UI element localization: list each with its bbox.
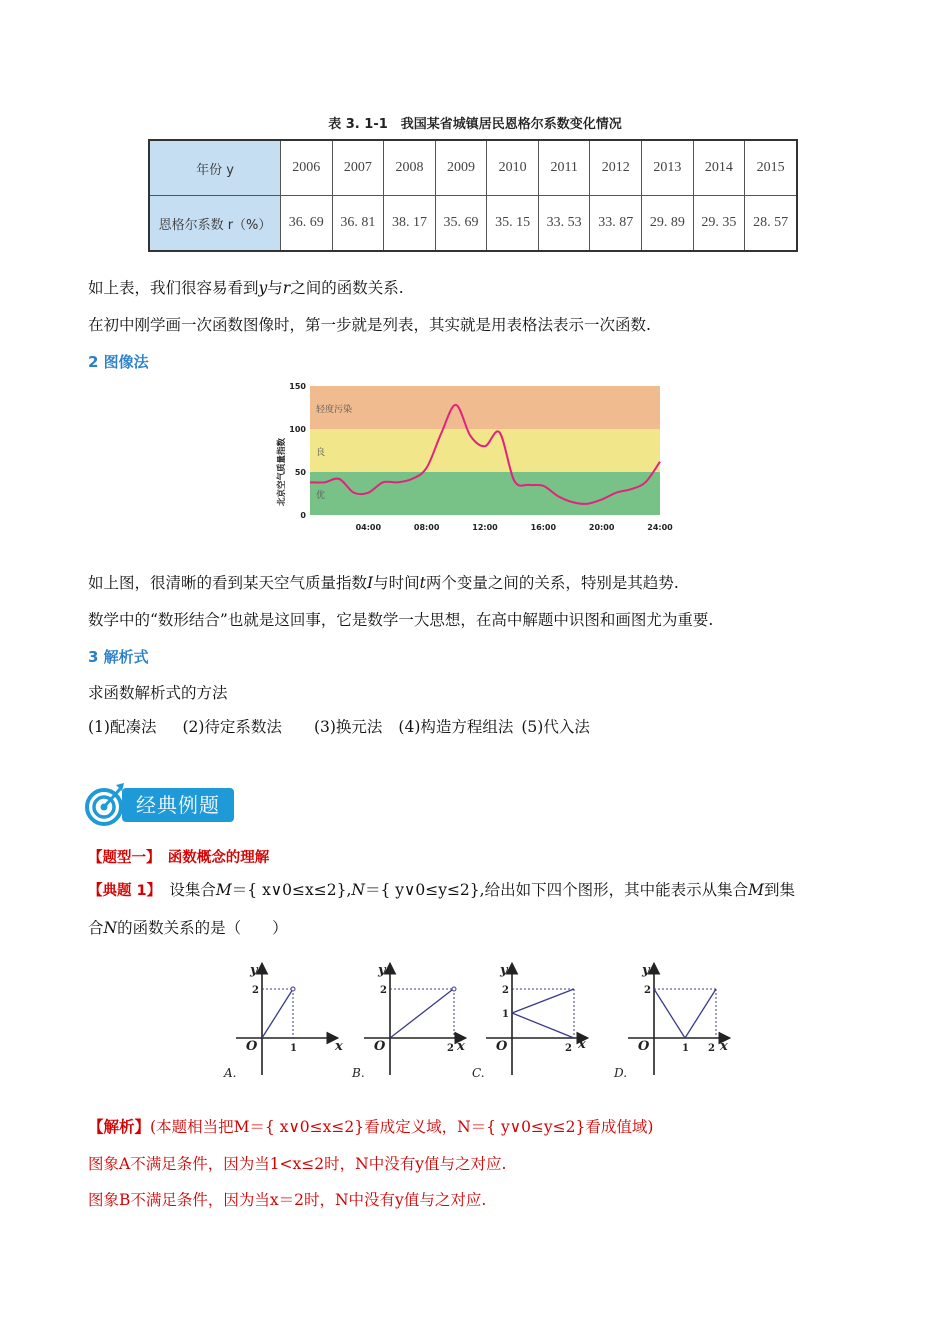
table-cell: 36. 81 <box>332 196 384 252</box>
option-b-label: B. <box>352 1066 365 1080</box>
table-cell: 38. 17 <box>384 196 436 252</box>
paragraph-shape-number: 数学中的“数形结合”也就是这回事，它是数学一大思想，在高中解题中识图和画图尤为重要. <box>88 611 714 629</box>
tick-label: 1 <box>502 1009 509 1020</box>
origin-label: O <box>374 1039 386 1054</box>
method-item: (3)换元法 <box>313 718 383 736</box>
table-cell: 35. 69 <box>435 196 487 252</box>
table-cell: 2007 <box>332 140 384 196</box>
row-header-year: 年份 y <box>149 140 281 196</box>
tick-label: 1 <box>682 1043 689 1054</box>
example-line-1: 【典题 1】 设集合M＝{ x∨0≤x≤2},N＝{ y∨0≤y≤2},给出如下四个图形，其中能表示从集合M到集 <box>88 881 795 899</box>
chart-x-tick-label: 08:00 <box>413 523 440 532</box>
axis-label-y: y <box>378 963 386 978</box>
section-banner: 经典例题 <box>122 788 234 822</box>
chart-y-tick-label: 0 <box>300 511 306 520</box>
table-cell: 2013 <box>642 140 694 196</box>
tick-label: 2 <box>380 985 387 996</box>
axis-label-y: y <box>500 963 508 978</box>
solution-line-2: 图象A不满足条件，因为当1<x≤2时，N中没有y值与之对应. <box>88 1155 507 1173</box>
example-line-2: 合N的函数关系的是（ ） <box>88 919 288 937</box>
axis-label-x: x <box>335 1039 343 1054</box>
table-cell: 2014 <box>693 140 745 196</box>
table-caption: 表 3. 1-1 我国某省城镇居民恩格尔系数变化情况 <box>328 117 622 132</box>
table-cell: 2012 <box>590 140 642 196</box>
table-cell: 2009 <box>435 140 487 196</box>
axis-label-y: y <box>642 963 650 978</box>
paragraph-linear-function: 在初中刚学画一次函数图像时，第一步就是列表，其实就是用表格法表示一次函数. <box>88 316 651 334</box>
chart-band <box>310 386 660 429</box>
method-item: (1)配凑法 <box>88 718 157 736</box>
chart-band-label: 良 <box>316 448 326 458</box>
chart-y-tick-label: 50 <box>294 468 306 477</box>
engel-table <box>148 139 798 252</box>
table-cell: 28. 57 <box>745 196 797 252</box>
chart-band-label: 轻度污染 <box>316 405 353 415</box>
tick-label: 1 <box>290 1043 297 1054</box>
solution-line-3: 图象B不满足条件，因为当x＝2时，N中没有y值与之对应. <box>88 1191 487 1209</box>
table-cell: 33. 87 <box>590 196 642 252</box>
air-quality-chart <box>270 380 680 540</box>
option-c-label: C. <box>472 1066 485 1080</box>
table-row <box>149 196 797 252</box>
table-cell: 36. 69 <box>281 196 333 252</box>
origin-label: O <box>638 1039 650 1054</box>
methods-list <box>88 716 590 738</box>
solution-line-1: 【解析】(本题相当把M＝{ x∨0≤x≤2}看成定义域，N＝{ y∨0≤y≤2}看成值域) <box>88 1118 654 1136</box>
table-cell: 35. 15 <box>487 196 539 252</box>
tick-label: 2 <box>565 1043 572 1054</box>
table-cell: 2006 <box>281 140 333 196</box>
heading-graph-method: 2 图像法 <box>88 353 149 371</box>
paragraph-table-note: 如上表，我们很容易看到y与r之间的函数关系. <box>88 279 404 297</box>
tick-label: 2 <box>252 985 259 996</box>
origin-label: O <box>246 1039 258 1054</box>
tick-label: 2 <box>644 985 651 996</box>
table-cell: 33. 53 <box>538 196 590 252</box>
table-cell: 2015 <box>745 140 797 196</box>
axis-label-x: x <box>720 1039 728 1054</box>
chart-y-axis-label: 北京空气质量指数 <box>277 437 287 507</box>
option-b-graph <box>364 963 465 1075</box>
table-cell: 29. 35 <box>693 196 745 252</box>
chart-band-label: 优 <box>316 491 326 501</box>
method-item: (5)代入法 <box>521 718 590 736</box>
paragraph-methods-intro: 求函数解析式的方法 <box>88 684 228 702</box>
option-a-label: A. <box>224 1066 237 1080</box>
option-a-graph <box>236 963 343 1075</box>
table-cell: 2011 <box>538 140 590 196</box>
chart-x-tick-label: 12:00 <box>472 523 498 532</box>
chart-y-tick-label: 150 <box>289 382 306 391</box>
axis-label-x: x <box>578 1037 586 1052</box>
option-d-label: D. <box>614 1066 628 1080</box>
tick-label: 2 <box>708 1043 715 1054</box>
axis-label-y: y <box>250 963 258 978</box>
tick-label: 2 <box>502 985 509 996</box>
chart-x-tick-label: 24:00 <box>647 523 673 532</box>
origin-label: O <box>496 1039 508 1054</box>
axis-label-x: x <box>457 1039 465 1054</box>
table-cell: 29. 89 <box>642 196 694 252</box>
heading-analytic-method: 3 解析式 <box>88 648 149 666</box>
question-type-heading: 【题型一】 函数概念的理解 <box>88 850 270 866</box>
option-d-graph <box>628 963 728 1075</box>
row-header-engel: 恩格尔系数 r（%） <box>149 196 281 252</box>
method-item: (2)待定系数法 <box>182 718 282 736</box>
paragraph-chart-note: 如上图，很清晰的看到某天空气质量指数I与时间t两个变量之间的关系，特别是其趋势. <box>88 574 679 592</box>
chart-x-tick-label: 20:00 <box>588 523 615 532</box>
option-c-graph <box>486 963 586 1075</box>
tick-label: 2 <box>447 1043 454 1054</box>
chart-y-tick-label: 100 <box>289 425 306 434</box>
chart-band <box>310 429 660 472</box>
table-row <box>149 140 797 196</box>
table-cell: 2008 <box>384 140 436 196</box>
chart-x-tick-label: 04:00 <box>355 523 382 532</box>
method-item: (4)构造方程组法 <box>398 718 514 736</box>
chart-x-tick-label: 16:00 <box>530 523 557 532</box>
table-cell: 2010 <box>487 140 539 196</box>
